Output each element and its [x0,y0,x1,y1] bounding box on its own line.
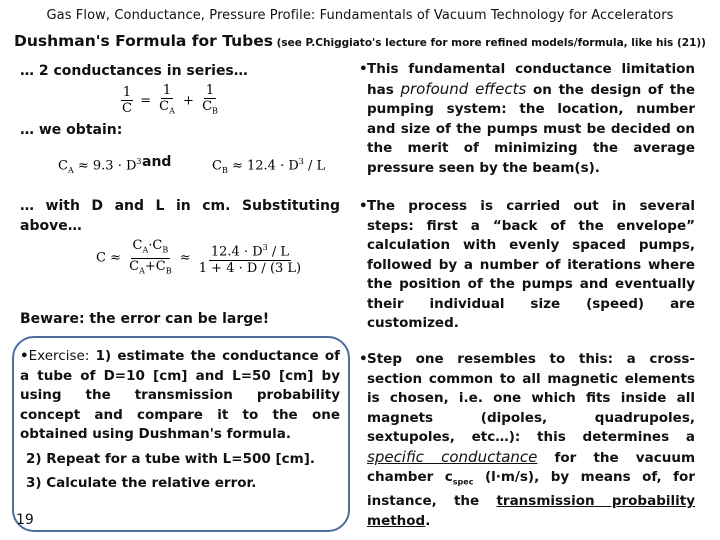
subtitle-main: Dushman's Formula for Tubes [14,32,273,50]
right-paragraph-3: • Step one resembles to this: a cross-section common to all magnetic elements is chosen, i.e. one which fits inside all magnets (dipoles, quadrupoles, sextupoles, etc…): this determines a specific conductance for the vacuum chamber $c_{spec}$ (l·m/s), by means of, for instance, the transmission probability method. [359,351,696,529]
subtitle-note: (see P.Chiggiato's lecture for more refined models/formula, like his (21)) [272,37,706,49]
exercise-question-3: 3) Calculate the relative error. [26,475,257,491]
and-text: and [142,154,172,170]
bullet-icon: • [359,61,368,77]
slide-subtitle [14,31,706,50]
obtain-text: … we obtain: [20,122,123,138]
substitute-text: … with D and L in cm. Substituting above… [20,198,340,234]
bullet-icon: • [359,351,368,367]
equation-ca: $C_A \approx 9.3 \cdot D^3$ [58,157,142,175]
exercise-question-2: 2) Repeat for a tube with L=500 [cm]. [26,451,315,467]
right-paragraph-1: • This fundamental conductance limitation has profound effects on the design of the pumping system: the location, number and size of the pumps must be decided on the merit of minimizing the average pressure seen by the beam(s). [359,61,695,176]
page-number: 19 [16,512,34,528]
intro-text: … 2 conductances in series… [20,63,248,79]
bullet-icon: • [20,348,29,364]
right-paragraph-2: • The process is carried out in several steps: first a “back of the envelope” calculation with evenly spaced pumps, followed by a number of iterations where the position of the pumps and eventually their individual size (speed) are customized. [359,198,695,331]
equation-combined: C ≈ $\frac{C_A\cdot C_B}{C_A+C_B}$ ≈ $\frac{12.4 \cdot D^3 / L}{1 + 4 \cdot D / (3 L)}$ [96,238,302,276]
exercise-label: Exercise: [28,348,90,364]
bullet-icon: • [359,198,368,214]
equation-series: $\frac{1}{C}$ = $\frac{1}{C_A}$ + $\frac{1}{C_B}$ [122,83,218,117]
equation-cb: $C_B \approx 12.4 \cdot D^3 / L$ [212,157,326,175]
warning-text: Beware: the error can be large! [20,311,270,327]
exercise-question-1: •Exercise: 1) estimate the conductance of a tube of D=10 [cm] and L=50 [cm] by using the transmission probability concept and compare it to the one obtained using Dushman's formula. [20,348,340,442]
slide-title: Gas Flow, Conductance, Pressure Profile: Fundamentals of Vacuum Technology for Accelerators [46,8,674,23]
